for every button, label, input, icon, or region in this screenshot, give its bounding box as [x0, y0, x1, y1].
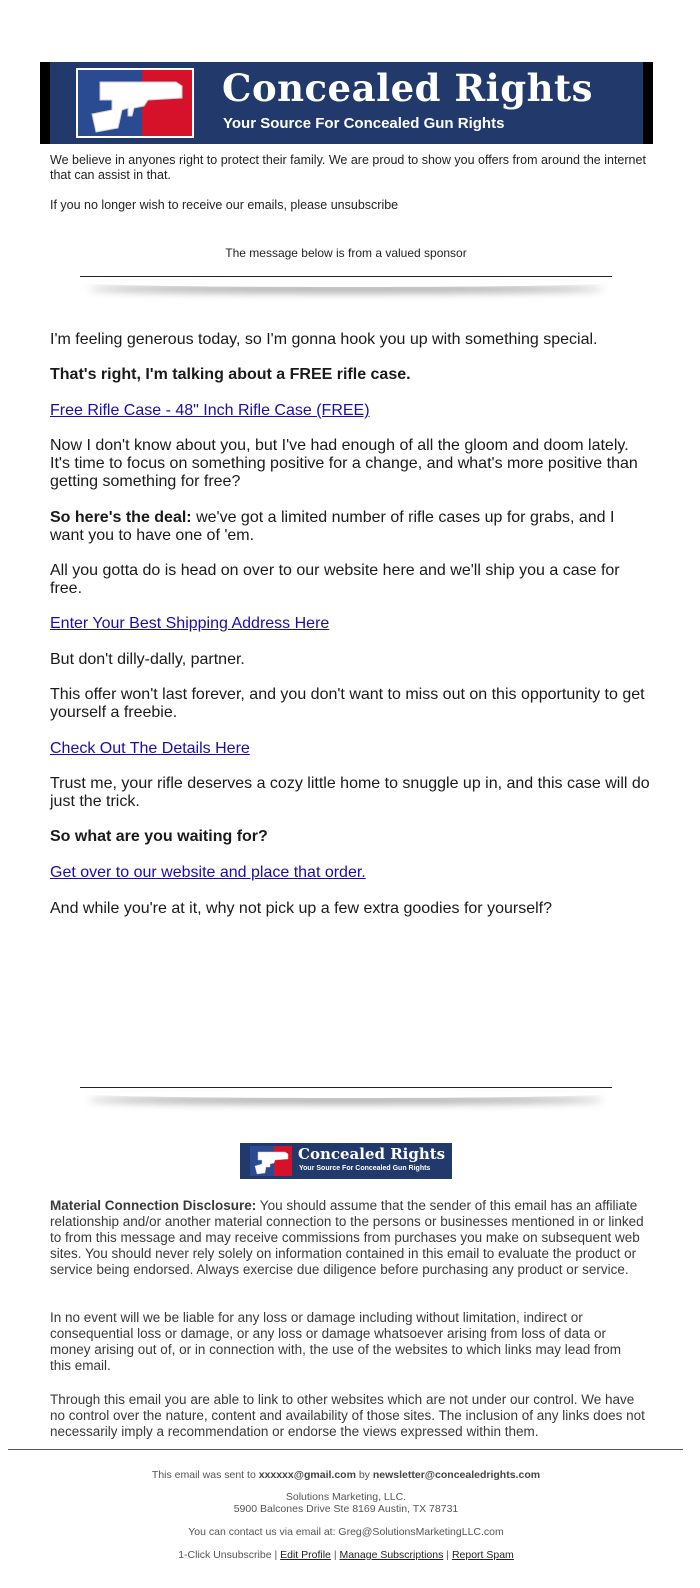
message-p3: Now I don't know about you, but I've had enough of all the gloom and doom lately. It's time to focus on something positive for a change, and what's more positive than getting something for free? — [50, 437, 638, 490]
disclosure-p2: In no event will we be liable for any loss or damage including without limitation, indirect or consequential loss or damage, or any loss or damage whatsoever arising from loss of data or money arising out of, or in connection with, the use of the websites to which links may lead from this email. — [50, 1310, 622, 1373]
footer-links: 1-Click Unsubscribe | Edit Profile | Manage Subscriptions | Report Spam — [178, 1549, 514, 1561]
edit-profile-link[interactable]: Edit Profile — [280, 1549, 331, 1561]
offer-link-1[interactable]: Free Rifle Case - 48" Inch Rifle Case (FREE) — [50, 402, 370, 419]
disclosure-p1: Material Connection Disclosure: You should assume that the sender of this email has an affiliate relationship and/or another material connection to the persons or businesses mentioned in or linked to from this message and may receive commissions from purchases you make on subsequent web sites. You should never rely solely on information contained in this email to evaluate the product or service being endorsed. Always exercise due diligence before purchasing any product or service. — [50, 1198, 644, 1277]
message-p6: But don't dilly-dally, partner. — [50, 651, 245, 668]
company-address: 5900 Balcones Drive Ste 8169 Austin, TX 78731 — [233, 1503, 459, 1515]
pistol-icon — [78, 70, 194, 136]
manage-subscriptions-link[interactable]: Manage Subscriptions — [339, 1549, 444, 1561]
report-spam-link[interactable]: Report Spam — [451, 1549, 514, 1561]
recipient-email: xxxxxx@gmail.com — [258, 1469, 356, 1481]
message-p1: I'm feeling generous today, so I'm gonna hook you up with something special. — [50, 331, 598, 348]
brand-subtitle: Your Source For Concealed Gun Rights — [223, 115, 505, 132]
sender-email: newsletter@concealedrights.com — [372, 1469, 541, 1481]
message-p2: That's right, I'm talking about a FREE rifle case. — [50, 366, 411, 383]
divider-top — [80, 276, 612, 277]
message-p5: All you gotta do is head on over to our website here and we'll ship you a case for free. — [50, 562, 620, 597]
one-click-unsubscribe[interactable]: 1-Click Unsubscribe — [178, 1549, 272, 1561]
footer-pistol-icon — [250, 1146, 292, 1176]
offer-link-4[interactable]: Get over to our website and place that order. — [50, 864, 366, 881]
contact-line: You can contact us via email at: Greg@SolutionsMarketingLLC.com — [188, 1526, 504, 1538]
divider-bottom — [80, 1087, 612, 1088]
footer-logo-title: Concealed Rights — [298, 1145, 446, 1163]
message-p7: This offer won't last forever, and you don't want to miss out on this opportunity to get yourself a freebie. — [50, 686, 645, 721]
unsubscribe-line — [50, 198, 398, 212]
sponsor-note: The message below is from a valued sponsor — [225, 246, 467, 260]
footer-divider — [8, 1449, 683, 1450]
company-name: Solutions Marketing, LLC. — [285, 1491, 407, 1503]
sent-to-line: This email was sent to xxxxxx@gmail.com by newsletter@concealedrights.com — [151, 1469, 541, 1481]
unsubscribe-prefix: If you no longer wish to receive our emails, please — [50, 198, 328, 212]
offer-link-2[interactable]: Enter Your Best Shipping Address Here — [50, 615, 330, 632]
intro-text: We believe in anyones right to protect their family. We are proud to show you offers from around the internet that can assist in that. — [50, 153, 646, 182]
message-p4: So here's the deal: we've got a limited number of rifle cases up for grabs, and I want you to have one of 'em. — [50, 509, 615, 544]
brand-title: Concealed Rights — [222, 66, 593, 110]
unsubscribe-link[interactable]: unsubscribe — [330, 198, 399, 212]
message-p10: And while you're at it, why not pick up a few extra goodies for yourself? — [50, 900, 552, 917]
disclosure-p3: Through this email you are able to link to other websites which are not under our control. We have no control over the nature, content and availability of those sites. The inclusion of any links does not necessarily imply a recommendation or endorse the views expressed within them. — [50, 1392, 645, 1439]
brand-logo — [76, 68, 194, 138]
offer-link-3[interactable]: Check Out The Details Here — [50, 740, 250, 757]
header-banner[interactable] — [40, 62, 653, 144]
message-p9: So what are you waiting for? — [50, 828, 268, 845]
message-p8: Trust me, your rifle deserves a cozy little home to snuggle up in, and this case will do just the trick. — [50, 775, 650, 810]
footer-logo[interactable] — [240, 1143, 452, 1179]
footer-logo-subtitle: Your Source For Concealed Gun Rights — [299, 1165, 431, 1172]
